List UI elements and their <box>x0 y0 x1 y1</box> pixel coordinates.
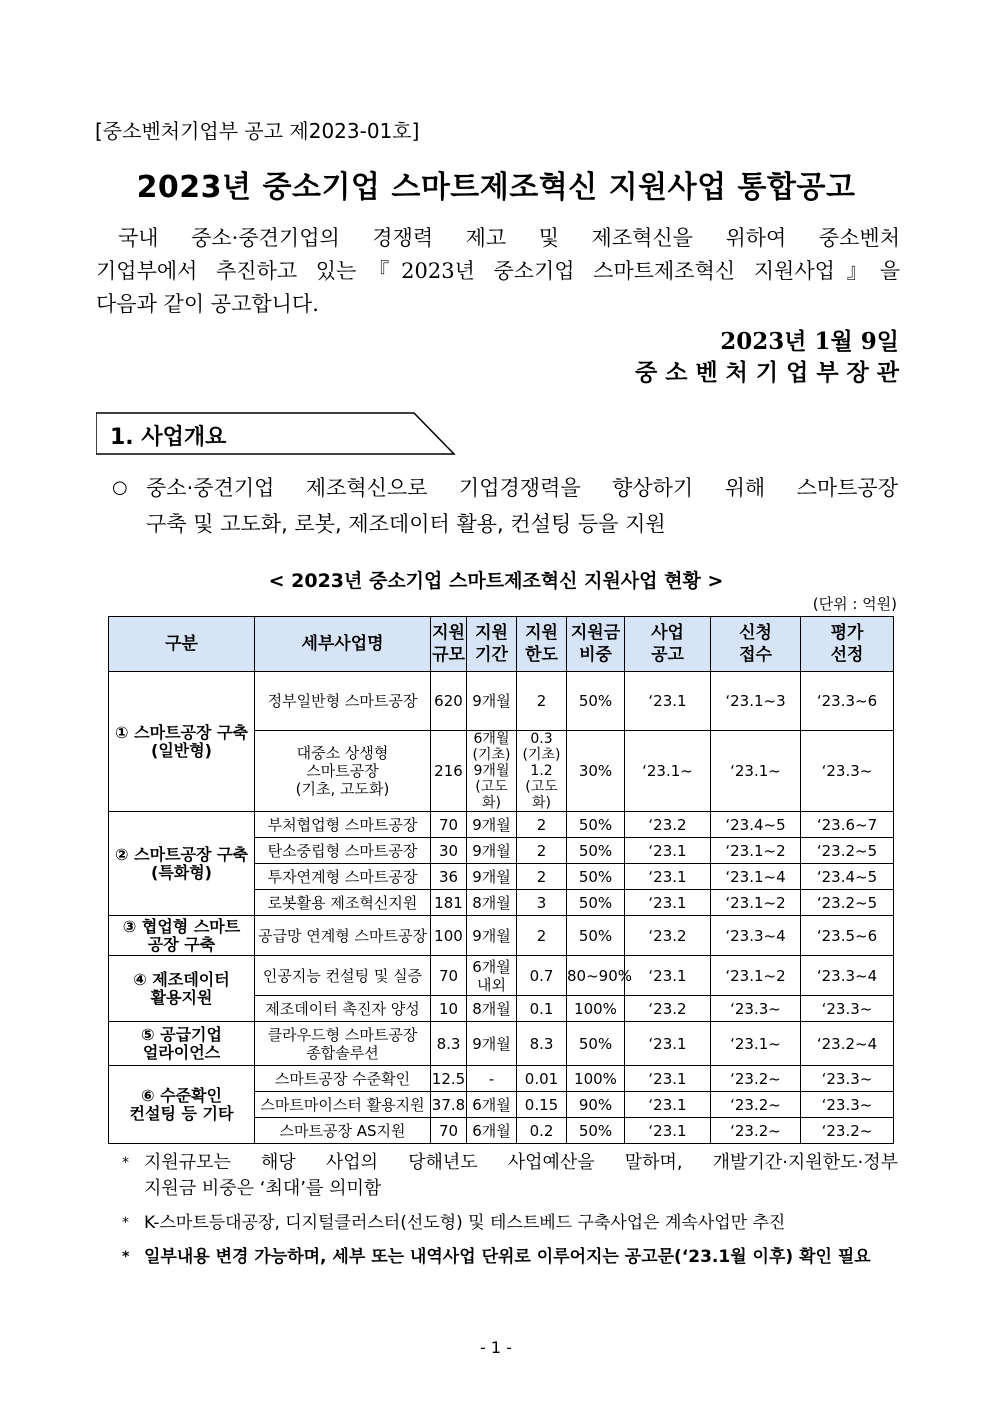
program-name: 스마트공장 수준확인 <box>255 1066 431 1092</box>
footnote-1-line-1: 지원규모는 해당 사업의 당해년도 사업예산을 말하며, 개발기간·지원한도·정부 <box>144 1152 898 1173</box>
notice-cell: ‘23.1 <box>625 864 711 890</box>
limit-cell: 2 <box>517 916 567 956</box>
limit-cell: 2 <box>517 672 567 731</box>
period-cell: 6개월 <box>467 1092 517 1118</box>
footnote-2 <box>122 1210 898 1236</box>
eval-cell: ‘23.3~ <box>801 996 894 1022</box>
bullet-line-1: 중소·중견기업 제조혁신으로 기업경쟁력을 향상하기 위해 스마트공장 <box>146 476 898 500</box>
ratio-cell: 90% <box>567 1092 625 1118</box>
footnotes <box>122 1150 898 1278</box>
category-cell: ② 스마트공장 구축 (특화형) <box>109 812 255 916</box>
notice-cell: ‘23.1~ <box>625 731 711 812</box>
intro-line-2: 기업부에서 추진하고 있는『2023년 중소기업 스마트제조혁신 지원사업』을 <box>96 259 900 283</box>
period-cell: 6개월 <box>467 1118 517 1144</box>
category-cell: ① 스마트공장 구축 (일반형) <box>109 672 255 812</box>
ratio-cell: 50% <box>567 812 625 838</box>
scale-cell: 30 <box>431 838 467 864</box>
notice-cell: ‘23.1 <box>625 838 711 864</box>
category-cell: ④ 제조데이터 활용지원 <box>109 956 255 1022</box>
header-apply: 신청 접수 <box>711 617 801 672</box>
eval-cell: ‘23.3~ <box>801 1092 894 1118</box>
program-name: 대중소 상생형 스마트공장 (기초, 고도화) <box>255 731 431 812</box>
notice-cell: ‘23.2 <box>625 812 711 838</box>
table-row <box>109 1022 894 1066</box>
category-cell: ⑤ 공급기업 얼라이언스 <box>109 1022 255 1066</box>
program-name: 부처협업형 스마트공장 <box>255 812 431 838</box>
notice-cell: ‘23.1 <box>625 1022 711 1066</box>
header-notice: 사업 공고 <box>625 617 711 672</box>
ratio-cell: 50% <box>567 864 625 890</box>
intro-line-3: 다음과 같이 공고합니다. <box>96 292 319 316</box>
page-number: - 1 - <box>480 1338 512 1357</box>
ratio-cell: 50% <box>567 890 625 916</box>
asterisk-icon: * <box>122 1249 130 1265</box>
period-cell: 9개월 <box>467 864 517 890</box>
scale-cell: 100 <box>431 916 467 956</box>
limit-cell: 0.2 <box>517 1118 567 1144</box>
minister-signature: 중소벤처기업부장관 <box>635 359 907 386</box>
period-cell: 6개월 (기초) 9개월 (고도화) <box>467 731 517 812</box>
program-name: 공급망 연계형 스마트공장 <box>255 916 431 956</box>
notice-number: [중소벤처기업부 공고 제2023-01호] <box>95 119 420 143</box>
scale-cell: 37.8 <box>431 1092 467 1118</box>
bullet-line-2: 구축 및 고도화, 로봇, 제조데이터 활용, 컨설팅 등을 지원 <box>146 512 666 536</box>
scale-cell: 181 <box>431 890 467 916</box>
notice-cell: ‘23.1 <box>625 1092 711 1118</box>
ratio-cell: 50% <box>567 672 625 731</box>
program-name: 인공지능 컨설팅 및 실증 <box>255 956 431 996</box>
limit-cell: 3 <box>517 890 567 916</box>
apply-cell: ‘23.1~2 <box>711 838 801 864</box>
apply-cell: ‘23.2~ <box>711 1118 801 1144</box>
apply-cell: ‘23.3~4 <box>711 916 801 956</box>
scale-cell: 70 <box>431 956 467 996</box>
program-name: 스마트공장 AS지원 <box>255 1118 431 1144</box>
apply-cell: ‘23.3~ <box>711 996 801 1022</box>
bullet-icon: ○ <box>112 477 128 498</box>
scale-cell: 36 <box>431 864 467 890</box>
apply-cell: ‘23.1~2 <box>711 890 801 916</box>
page-title: 2023년 중소기업 스마트제조혁신 지원사업 통합공고 <box>136 170 856 205</box>
apply-cell: ‘23.2~ <box>711 1092 801 1118</box>
notice-cell: ‘23.1 <box>625 672 711 731</box>
eval-cell: ‘23.2~5 <box>801 838 894 864</box>
apply-cell: ‘23.1~ <box>711 1022 801 1066</box>
section-heading: 1. 사업개요 <box>110 425 227 450</box>
ratio-cell: 50% <box>567 1118 625 1144</box>
category-cell: ⑥ 수준확인 컨설팅 등 기타 <box>109 1066 255 1144</box>
period-cell: 9개월 <box>467 672 517 731</box>
apply-cell: ‘23.1~ <box>711 731 801 812</box>
ratio-cell: 100% <box>567 1066 625 1092</box>
limit-cell: 0.15 <box>517 1092 567 1118</box>
limit-cell: 0.1 <box>517 996 567 1022</box>
eval-cell: ‘23.3~ <box>801 731 894 812</box>
eval-cell: ‘23.2~ <box>801 1118 894 1144</box>
category-cell: ③ 협업형 스마트 공장 구축 <box>109 916 255 956</box>
table-caption: < 2023년 중소기업 스마트제조혁신 지원사업 현황 > <box>268 570 724 592</box>
eval-cell: ‘23.5~6 <box>801 916 894 956</box>
program-name: 로봇활용 제조혁신지원 <box>255 890 431 916</box>
program-name: 스마트마이스터 활용지원 <box>255 1092 431 1118</box>
table-row <box>109 672 894 731</box>
ratio-cell: 80~90% <box>567 956 625 996</box>
limit-cell: 0.3 (기초) 1.2 (고도화) <box>517 731 567 812</box>
intro-line-1: 국내 중소·중견기업의 경쟁력 제고 및 제조혁신을 위하여 중소벤처 <box>118 226 900 250</box>
apply-cell: ‘23.1~3 <box>711 672 801 731</box>
notice-cell: ‘23.1 <box>625 1066 711 1092</box>
limit-cell: 2 <box>517 864 567 890</box>
scale-cell: 620 <box>431 672 467 731</box>
apply-cell: ‘23.1~4 <box>711 864 801 890</box>
footnote-3-text: 일부내용 변경 가능하며, 세부 또는 내역사업 단위로 이루어지는 공고문(‘23.1월 이후) 확인 필요 <box>144 1247 871 1267</box>
ratio-cell: 50% <box>567 1022 625 1066</box>
table-header-row <box>109 617 894 672</box>
notice-date: 2023년 1월 9일 <box>720 328 899 355</box>
table-row <box>109 1066 894 1092</box>
notice-cell: ‘23.2 <box>625 916 711 956</box>
program-name: 정부일반형 스마트공장 <box>255 672 431 731</box>
eval-cell: ‘23.3~4 <box>801 956 894 996</box>
header-scale: 지원 규모 <box>431 617 467 672</box>
ratio-cell: 50% <box>567 838 625 864</box>
header-limit: 지원 한도 <box>517 617 567 672</box>
program-name: 투자연계형 스마트공장 <box>255 864 431 890</box>
eval-cell: ‘23.4~5 <box>801 864 894 890</box>
footnote-3 <box>122 1244 898 1270</box>
footnote-1-line-2: 지원금 비중은 ‘최대’를 의미함 <box>144 1178 382 1199</box>
notice-cell: ‘23.1 <box>625 956 711 996</box>
notice-cell: ‘23.1 <box>625 890 711 916</box>
scale-cell: 8.3 <box>431 1022 467 1066</box>
program-status-table <box>108 616 894 1144</box>
apply-cell: ‘23.1~2 <box>711 956 801 996</box>
period-cell: 9개월 <box>467 838 517 864</box>
eval-cell: ‘23.2~5 <box>801 890 894 916</box>
limit-cell: 2 <box>517 838 567 864</box>
period-cell: 6개월 내외 <box>467 956 517 996</box>
table-unit: (단위 : 억원) <box>812 595 897 613</box>
header-period: 지원 기간 <box>467 617 517 672</box>
scale-cell: 70 <box>431 812 467 838</box>
period-cell: 8개월 <box>467 890 517 916</box>
program-name: 클라우드형 스마트공장 종합솔루션 <box>255 1022 431 1066</box>
table-row <box>109 812 894 838</box>
header-ratio: 지원금 비중 <box>567 617 625 672</box>
section-heading-box <box>96 412 456 456</box>
ratio-cell: 30% <box>567 731 625 812</box>
period-cell: 9개월 <box>467 812 517 838</box>
header-category: 구분 <box>109 617 255 672</box>
header-eval: 평가 선정 <box>801 617 894 672</box>
eval-cell: ‘23.6~7 <box>801 812 894 838</box>
table-row <box>109 916 894 956</box>
footnote-2-text: K-스마트등대공장, 디지털클러스터(선도형) 및 테스트베드 구축사업은 계속사업만 추진 <box>144 1213 786 1233</box>
table-row <box>109 956 894 996</box>
eval-cell: ‘23.3~ <box>801 1066 894 1092</box>
period-cell: 8개월 <box>467 996 517 1022</box>
scale-cell: 70 <box>431 1118 467 1144</box>
intro-paragraph <box>96 222 900 321</box>
program-name: 제조데이터 촉진자 양성 <box>255 996 431 1022</box>
period-cell: 9개월 <box>467 916 517 956</box>
notice-cell: ‘23.2 <box>625 996 711 1022</box>
header-program: 세부사업명 <box>255 617 431 672</box>
limit-cell: 0.01 <box>517 1066 567 1092</box>
asterisk-icon: * <box>122 1215 129 1231</box>
program-name: 탄소중립형 스마트공장 <box>255 838 431 864</box>
period-cell: 9개월 <box>467 1022 517 1066</box>
eval-cell: ‘23.2~4 <box>801 1022 894 1066</box>
asterisk-icon: * <box>122 1155 129 1171</box>
scale-cell: 216 <box>431 731 467 812</box>
limit-cell: 0.7 <box>517 956 567 996</box>
footnote-1 <box>122 1150 898 1202</box>
limit-cell: 8.3 <box>517 1022 567 1066</box>
scale-cell: 12.5 <box>431 1066 467 1092</box>
eval-cell: ‘23.3~6 <box>801 672 894 731</box>
apply-cell: ‘23.2~ <box>711 1066 801 1092</box>
scale-cell: 10 <box>431 996 467 1022</box>
notice-cell: ‘23.1 <box>625 1118 711 1144</box>
ratio-cell: 100% <box>567 996 625 1022</box>
ratio-cell: 50% <box>567 916 625 956</box>
apply-cell: ‘23.4~5 <box>711 812 801 838</box>
limit-cell: 2 <box>517 812 567 838</box>
period-cell: - <box>467 1066 517 1092</box>
